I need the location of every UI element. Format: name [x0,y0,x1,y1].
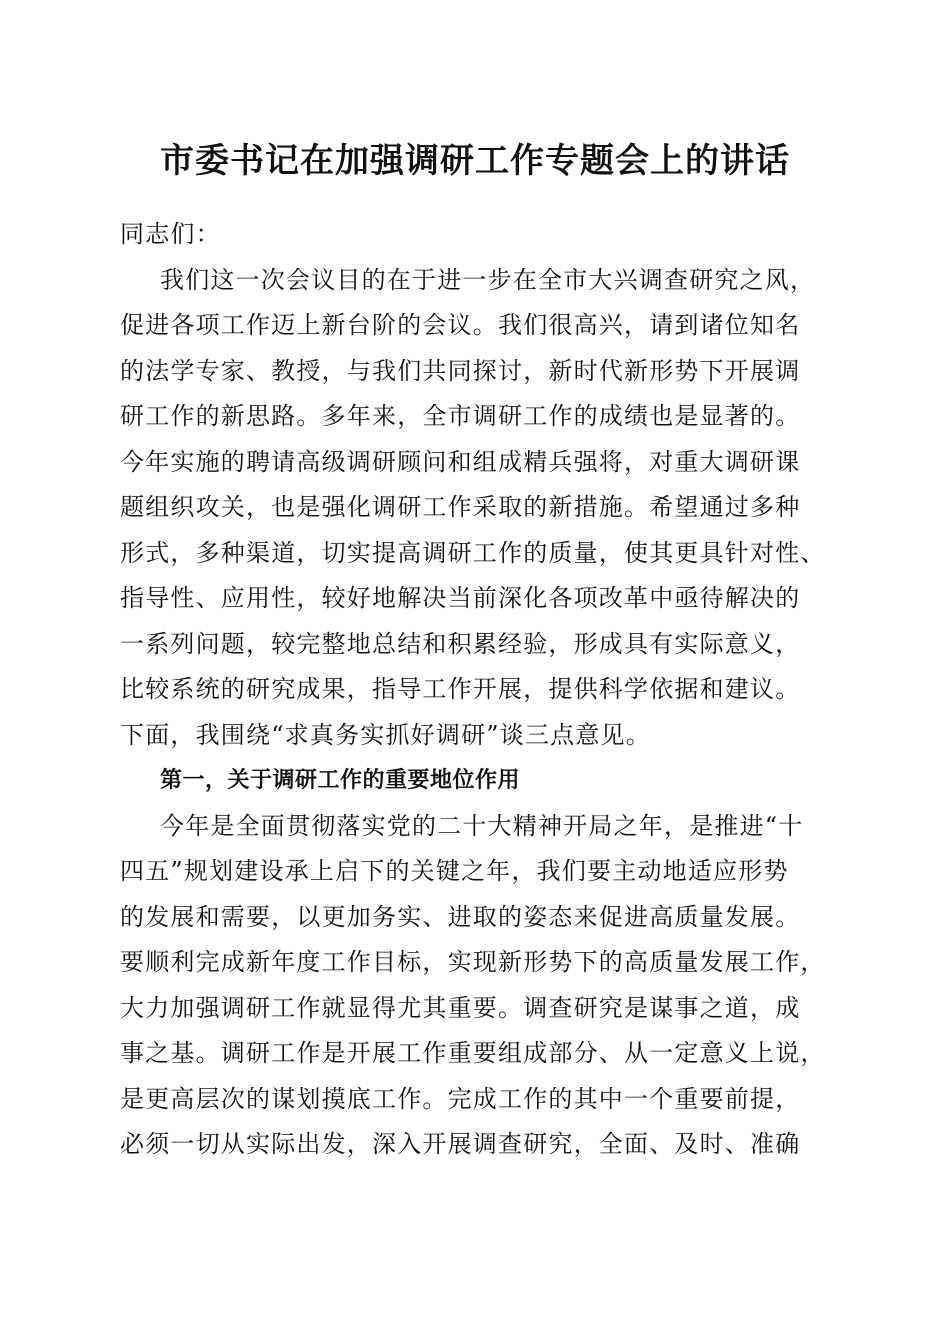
body-line: 的法学专家、教授，与我们共同探讨，新时代新形势下开展调 [120,356,801,385]
body-line: 今年实施的聘请高级调研顾问和组成精兵强将，对重大调研课 [120,447,801,476]
body-line: 同志们： [120,220,221,248]
body-line: 形式，多种渠道，切实提高调研工作的质量，使其更具针对性、 [120,538,826,567]
body-line: 促进各项工作迈上新台阶的会议。我们很高兴，请到诸位知名 [120,311,801,339]
body-line: 我们这一次会议目的在于进一步在全市大兴调查研究之风， [160,265,816,294]
body-line: 比较系统的研究成果，指导工作开展，提供科学依据和建议。 [120,675,801,703]
body-line: 下面，我围绕“求真务实抓好调研”谈三点意见。 [120,720,651,749]
body-line: 四五”规划建设承上启下的关键之年，我们要主动地适应形势 [120,857,789,885]
body-line: 一系列问题，较完整地总结和积累经验，形成具有实际意义， [120,629,801,658]
body-line: 要顺利完成新年度工作目标，实现新形势下的高质量发展工作， [120,948,826,976]
body-line: 研工作的新思路。多年来，全市调研工作的成绩也是显著的。 [120,402,801,430]
body-line: 指导性、应用性，较好地解决当前深化各项改革中亟待解决的 [120,584,801,612]
document-body [120,212,840,1168]
body-line: 题组织攻关，也是强化调研工作采取的新措施。希望通过多种 [120,493,801,521]
section-heading: 第一，关于调研工作的重要地位作用 [160,767,521,793]
body-line: 事之基。调研工作是开展工作重要组成部分、从一定意义上说， [120,1039,826,1067]
body-line: 大力加强调研工作就显得尤其重要。调查研究是谋事之道，成 [120,993,801,1022]
body-line: 必须一切从实际出发，深入开展调查研究，全面、及时、准确 [120,1130,801,1158]
body-line: 是更高层次的谋划摸底工作。完成工作的其中一个重要前提， [120,1084,801,1113]
document-title: 市委书记在加强调研工作专题会上的讲话 [160,141,790,181]
body-line: 的发展和需要，以更加务实、进取的姿态来促进高质量发展。 [120,902,801,931]
body-line: 今年是全面贯彻落实党的二十大精神开局之年，是推进“十 [160,811,804,840]
